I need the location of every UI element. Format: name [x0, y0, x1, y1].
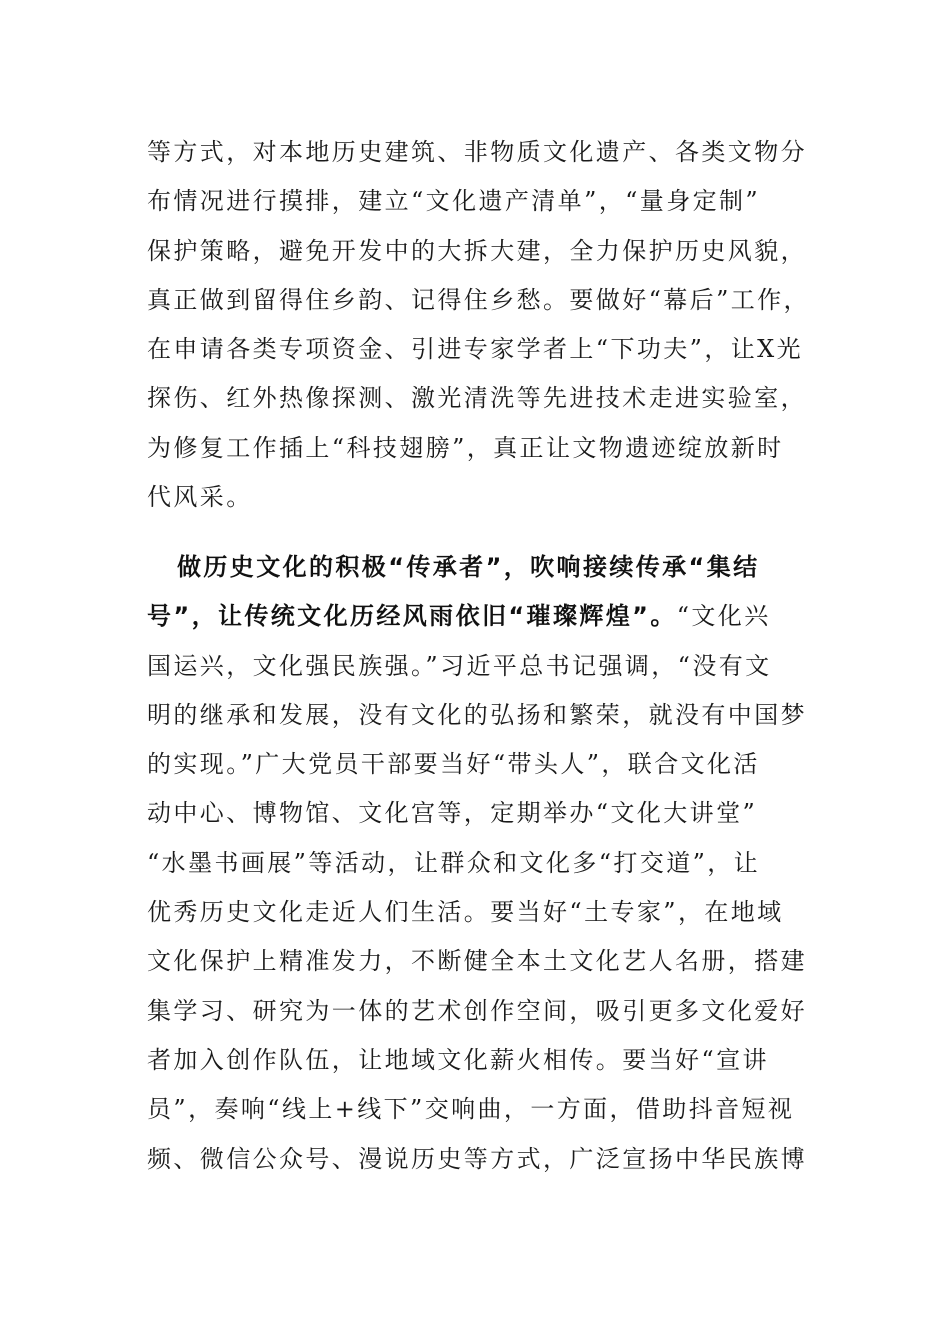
text-line: 探伤、红外热像探测、激光清洗等先进技术走进实验室， [147, 384, 807, 413]
text-line: 布情况进行摸排，建立“文化遗产清单”，“量身定制” [147, 187, 761, 216]
mixed-line [147, 592, 812, 641]
text-line: 文化保护上精准发力，不断健全本土文化艺人名册，搭建 [147, 947, 807, 976]
text-line: “水墨书画展”等活动，让群众和文化多“打交道”，让 [147, 848, 761, 877]
text-line: 员”，奏响“线上+线下”交响曲，一方面，借助抖音短视 [147, 1095, 795, 1124]
text-line: 等方式，对本地历史建筑、非物质文化遗产、各类文物分 [147, 138, 807, 166]
text-line: 明的继承和发展，没有文化的弘扬和繁荣，就没有中国梦 [147, 700, 807, 729]
text-line: 国运兴，文化强民族强。”习近平总书记强调，“没有文 [147, 651, 772, 680]
text-line: 动中心、博物馆、文化宫等，定期举办“文化大讲堂” [147, 799, 758, 828]
text-run: “文化兴 [676, 602, 771, 631]
text-line: 代风采。 [147, 483, 253, 512]
paragraph-heading-end: 号”，让传统文化历经风雨依旧“璀璨辉煌”。 [147, 602, 677, 631]
text-line: 为修复工作插上“科技翅膀”，真正让文物遗迹绽放新时 [147, 433, 784, 462]
paragraph-heritage-protection [147, 128, 812, 522]
text-line: 真正做到留得住乡韵、记得住乡愁。要做好“幕后”工作， [147, 285, 810, 314]
paragraph-cultural-inheritance [147, 543, 812, 1184]
text-line: 集学习、研究为一体的艺术创作空间，吸引更多文化爱好 [147, 996, 807, 1025]
text-line: 者加入创作队伍，让地域文化薪火相传。要当好“宣讲 [147, 1045, 769, 1074]
text-line: 频、微信公众号、漫说历史等方式，广泛宣扬中华民族博 [147, 1144, 807, 1173]
paragraph-heading-line: 做历史文化的积极“传承者”，吹响接续传承“集结 [177, 553, 760, 581]
text-line: 的实现。”广大党员干部要当好“带头人”，联合文化活 [147, 750, 760, 779]
text-line: 在申请各类专项资金、引进专家学者上“下功夫”，让X光 [147, 335, 804, 364]
text-line: 优秀历史文化走近人们生活。要当好“土专家”，在地域 [147, 898, 784, 927]
text-line: 保护策略，避免开发中的大拆大建，全力保护历史风貌， [147, 236, 807, 265]
